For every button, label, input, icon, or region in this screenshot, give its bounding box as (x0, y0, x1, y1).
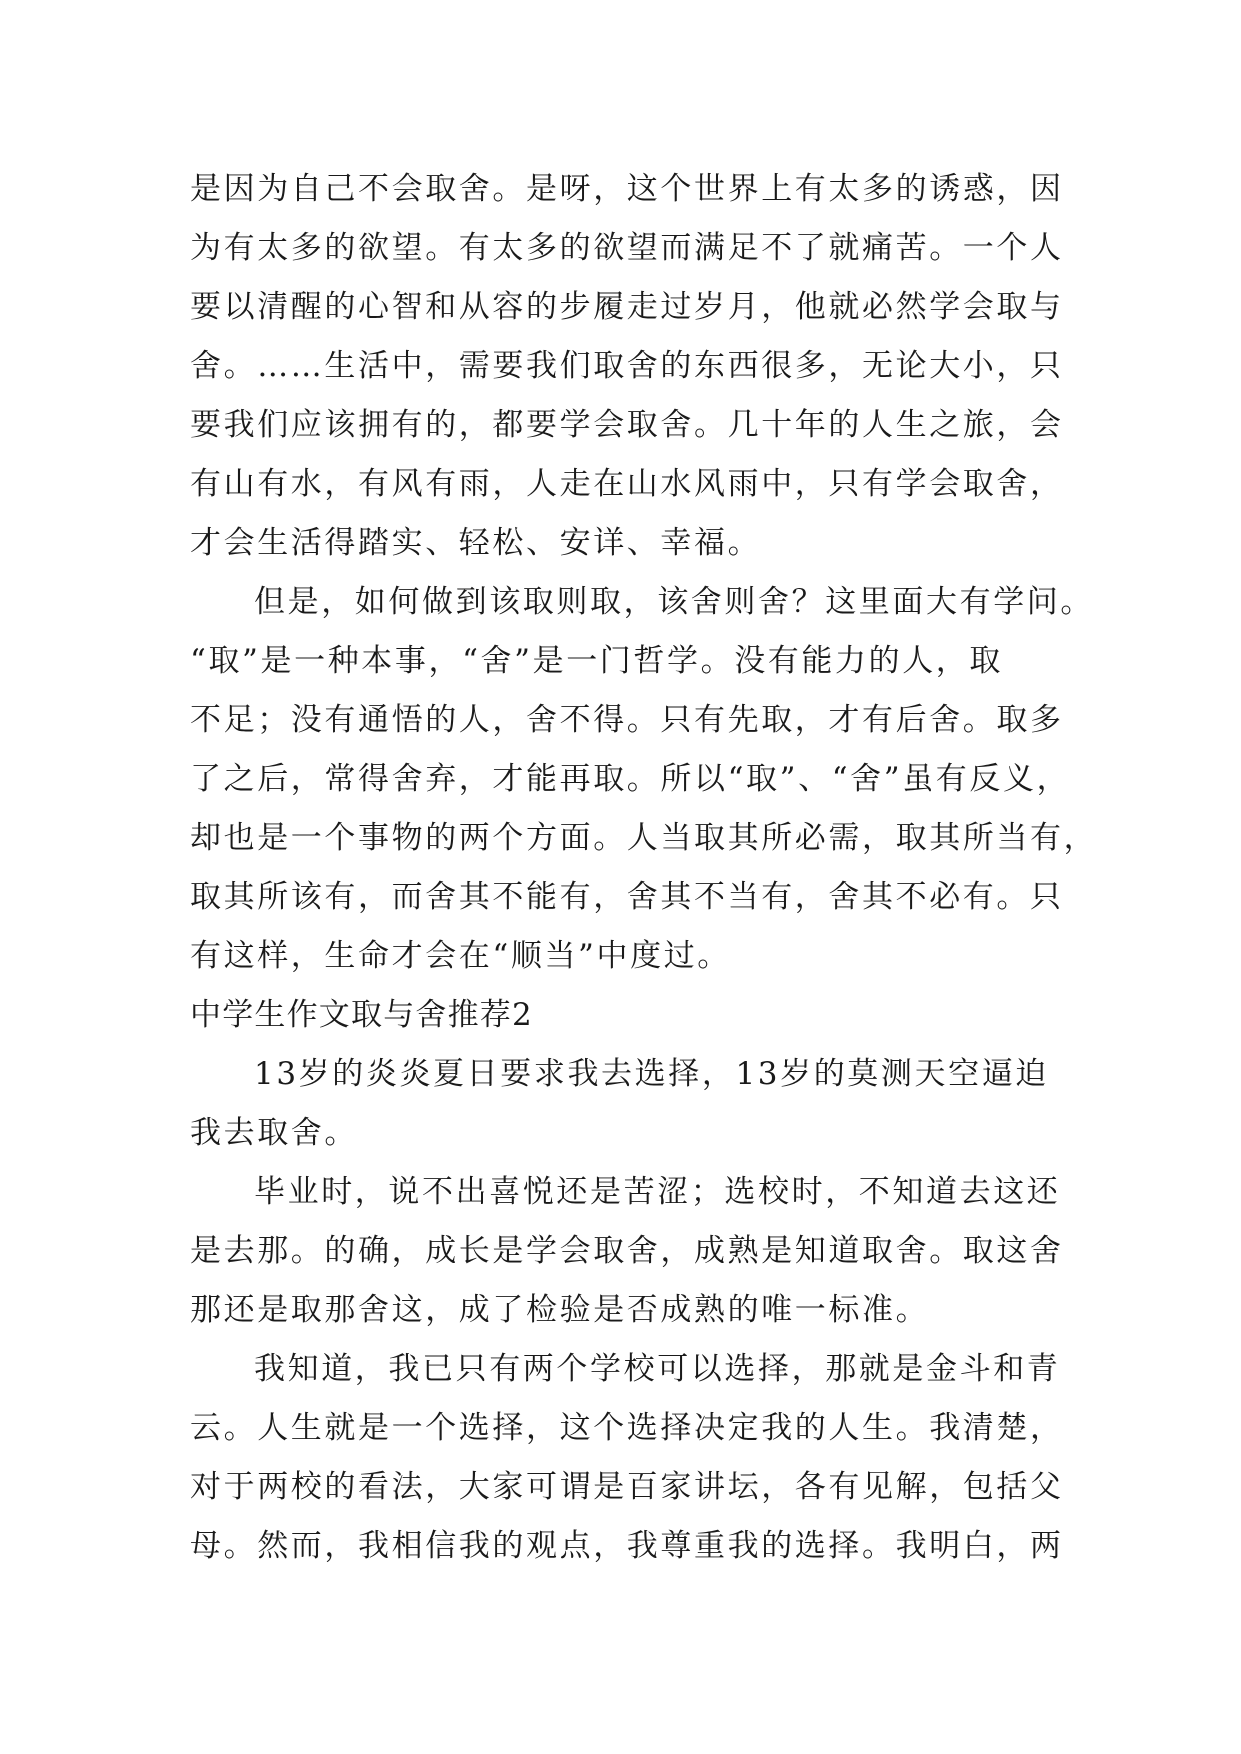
paragraph-first-line: 13岁的炎炎夏日要求我去选择，13岁的莫测天空逼迫 (254, 1056, 1049, 1092)
text-line: 却也是一个事物的两个方面。人当取其所必需，取其所当有， (190, 820, 1098, 856)
text-line: 取其所该有，而舍其不能有，舍其不当有，舍其不必有。只 (190, 879, 1064, 915)
document-body (190, 160, 1098, 1576)
text-line: 有这样，生命才会在“顺当”中度过。 (190, 938, 731, 974)
text-line: 是去那。的确，成长是学会取舍，成熟是知道取舍。取这舍 (190, 1233, 1064, 1269)
text-line: 那还是取那舍这，成了检验是否成熟的唯一标准。 (190, 1292, 930, 1328)
text-line: 是因为自己不会取舍。是呀，这个世界上有太多的诱惑，因 (190, 171, 1064, 207)
text-line: 要我们应该拥有的，都要学会取舍。几十年的人生之旅，会 (190, 407, 1064, 443)
text-line: 为有太多的欲望。有太多的欲望而满足不了就痛苦。一个人 (190, 230, 1064, 266)
text-line: “取”是一种本事，“舍”是一门哲学。没有能力的人，取 (190, 643, 1003, 679)
text-line: 我去取舍。 (190, 1115, 358, 1151)
text-line: 要以清醒的心智和从容的步履走过岁月，他就必然学会取与 (190, 289, 1064, 325)
section-heading: 中学生作文取与舍推荐2 (190, 997, 533, 1033)
text-line: 对于两校的看法，大家可谓是百家讲坛，各有见解，包括父 (190, 1469, 1064, 1505)
text-line: 才会生活得踏实、轻松、安详、幸福。 (190, 525, 762, 561)
text-line: 有山有水，有风有雨，人走在山水风雨中，只有学会取舍， (190, 466, 1064, 502)
paragraph-first-line: 毕业时，说不出喜悦还是苦涩；选校时，不知道去这还 (254, 1174, 1061, 1210)
text-line: 云。人生就是一个选择，这个选择决定我的人生。我清楚， (190, 1410, 1064, 1446)
text-line: 不足；没有通悟的人，舍不得。只有先取，才有后舍。取多 (190, 702, 1064, 738)
text-line: 了之后，常得舍弃，才能再取。所以“取”、“舍”虽有反义， (190, 761, 1071, 797)
paragraph-first-line: 但是，如何做到该取则取，该舍则舍？这里面大有学问。 (254, 584, 1094, 620)
text-line: 舍。……生活中，需要我们取舍的东西很多，无论大小，只 (190, 348, 1064, 384)
text-line: 母。然而，我相信我的观点，我尊重我的选择。我明白，两 (190, 1528, 1064, 1564)
paragraph-first-line: 我知道，我已只有两个学校可以选择，那就是金斗和青 (254, 1351, 1061, 1387)
